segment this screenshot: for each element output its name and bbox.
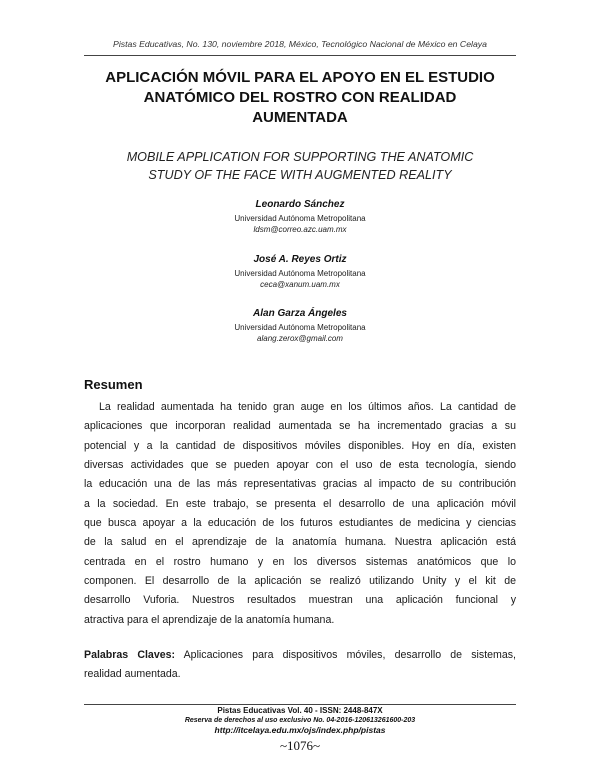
author-affiliation: Universidad Autónoma Metropolitana [234, 214, 366, 223]
abstract-line: la educación una de las más representativas gracias al impacto de su contribución [84, 478, 516, 491]
title-english [60, 148, 540, 184]
abstract-line: componen. El desarrollo de la aplicación se realizó utilizando Unity y el kit de [84, 575, 516, 588]
abstract-line: aplicaciones que incorporan realidad aumentada se ha incrementado gracias a su [84, 420, 516, 433]
keywords-label: Palabras Claves: [84, 649, 176, 661]
abstract-line: de la salud en el aprendizaje de la anatomía humana. Nuestra aplicación está [84, 536, 516, 549]
title-spanish [60, 68, 540, 128]
keywords-text: Aplicaciones para dispositivos móviles, desarrollo de sistemas, [175, 649, 516, 661]
title-spanish-line: APLICACIÓN MÓVIL PARA EL APOYO EN EL ESTUDIO [105, 69, 495, 86]
abstract-line: desarrollo Vuforia. Nuestros resultados muestran una aplicación funcional y [84, 594, 516, 607]
title-english-line: MOBILE APPLICATION FOR SUPPORTING THE ANATOMIC [126, 150, 474, 164]
author-block [200, 253, 400, 290]
footer-rule [84, 704, 516, 705]
footer-url: http://itcelaya.edu.mx/ojs/index.php/pistas [214, 725, 386, 735]
keywords-line: realidad aumentada. [84, 668, 181, 681]
author-email: ceca@xanum.uam.mx [260, 280, 340, 289]
footer-rights: Reserva de derechos al uso exclusivo No. 04-2016-120613261600-203 [184, 717, 416, 724]
author-email: ldsm@correo.azc.uam.mx [253, 225, 347, 234]
author-email: alang.zerox@gmail.com [257, 334, 343, 343]
footer [84, 706, 516, 736]
keywords-line [84, 646, 516, 665]
header-rule [84, 55, 516, 56]
title-spanish-line: AUMENTADA [252, 109, 348, 126]
author-name: José A. Reyes Ortiz [253, 254, 347, 265]
author-affiliation: Universidad Autónoma Metropolitana [234, 269, 366, 278]
abstract-line: La realidad aumentada ha tenido gran auge en los últimos años. La cantidad de [99, 401, 516, 413]
abstract-line: atractiva para el aprendizaje de la anatomía humana. [84, 613, 335, 626]
abstract-line: a la sociedad. En este trabajo, se presenta el desarrollo de una aplicación móvil [84, 497, 516, 510]
title-english-line: STUDY OF THE FACE WITH AUGMENTED REALITY [148, 168, 452, 182]
abstract-heading: Resumen [84, 377, 143, 392]
author-block [200, 307, 400, 344]
abstract-body [84, 398, 516, 630]
page-number: ~1076~ [279, 738, 321, 753]
footer-journal-issn: Pistas Educativas Vol. 40 - ISSN: 2448-847X [217, 706, 383, 715]
running-header: Pistas Educativas, No. 130, noviembre 2018, México, Tecnológico Nacional de México en Celaya [113, 39, 487, 49]
abstract-line: centrada en el rostro humano y en los diversos sistemas anatómicos que lo [84, 555, 516, 568]
abstract-line: potencial y a la cantidad de dispositivos móviles disponibles. Hoy en día, existen [84, 439, 516, 452]
keywords [84, 646, 516, 685]
author-block [200, 198, 400, 235]
title-spanish-line: ANATÓMICO DEL ROSTRO CON REALIDAD [143, 89, 457, 106]
author-affiliation: Universidad Autónoma Metropolitana [234, 323, 366, 332]
abstract-line: que busca apoyar a la educación de los futuros estudiantes de medicina y ciencias [84, 517, 516, 530]
abstract-line: diversas actividades que se pueden apoyar con el uso de esta tecnología, siendo [84, 459, 516, 472]
author-name: Alan Garza Ángeles [253, 308, 347, 319]
author-name: Leonardo Sánchez [255, 199, 345, 210]
